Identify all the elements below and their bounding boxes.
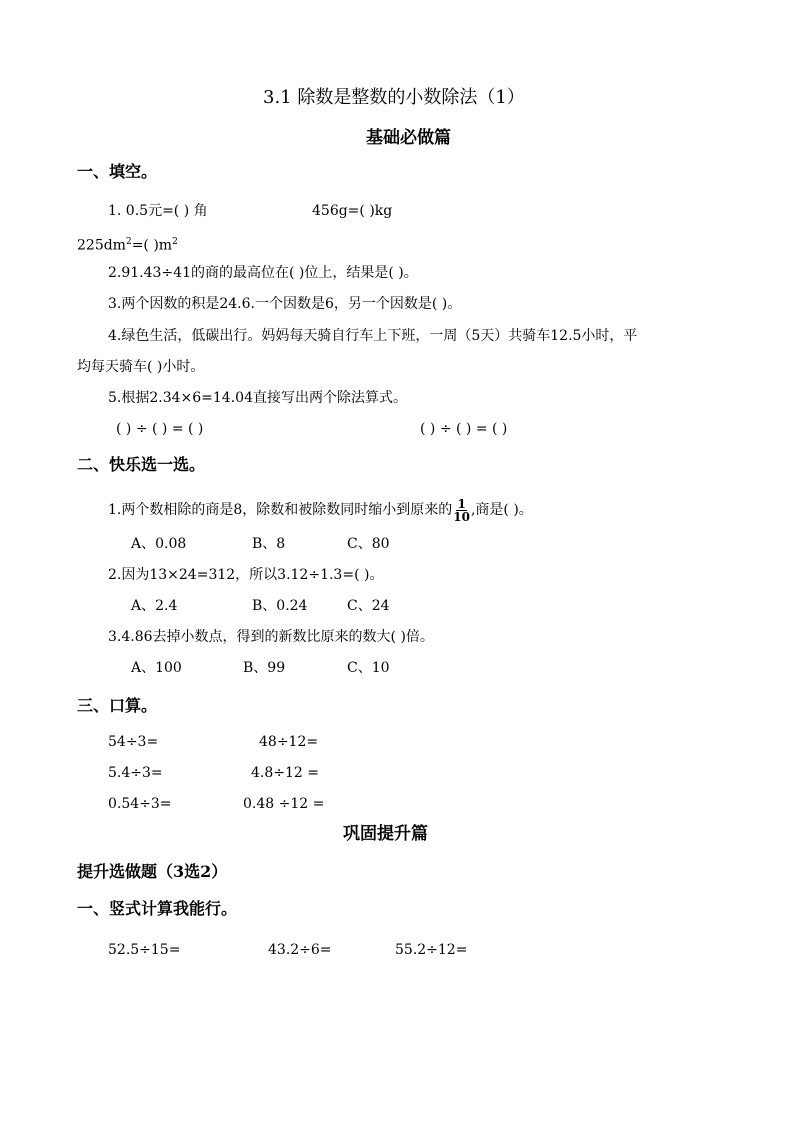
question-1a: 1. 0.5元=( ) 角 xyxy=(108,203,208,219)
choice-question-1-text: 1.两个数相除的商是8，除数和被除数同时缩小到原来的 xyxy=(108,502,453,518)
mental-math-item: 0.48 ÷12 = xyxy=(243,796,325,812)
option: A、0.08 xyxy=(131,536,187,552)
vertical-calc-item: 52.5÷15= xyxy=(108,942,181,958)
mental-math-item: 5.4÷3= xyxy=(108,765,163,781)
part2-heading: 二、快乐选一选。 xyxy=(77,455,206,474)
question-1c xyxy=(77,232,178,256)
part3-heading: 三、口算。 xyxy=(77,696,158,715)
choice-question-3: 3.4.86去掉小数点，得到的新数比原来的数大( )倍。 xyxy=(108,629,434,645)
question-4-line1: 4.绿色生活，低碳出行。妈妈每天骑自行车上下班，一周（5天）共骑车12.5小时，平 xyxy=(108,328,638,344)
fraction xyxy=(453,498,470,523)
question-4-line2: 均每天骑车( )小时。 xyxy=(77,359,205,375)
mental-math-item: 0.54÷3= xyxy=(108,796,172,812)
part1-heading: 一、填空。 xyxy=(77,162,158,181)
mental-math-item: 54÷3= xyxy=(108,734,159,750)
option: C、10 xyxy=(347,660,390,676)
advanced-note: 提升选做题（3选2） xyxy=(77,862,228,881)
option: C、24 xyxy=(347,598,390,614)
question-2: 2.91.43÷41的商的最高位在( )位上，结果是( )。 xyxy=(108,265,418,281)
mental-math-item: 4.8÷12 = xyxy=(251,765,319,781)
option: B、8 xyxy=(252,536,286,552)
vertical-calc-item: 55.2÷12= xyxy=(395,942,468,958)
question-1c-sup1: 2 xyxy=(125,237,132,247)
section-advanced-heading: 巩固提升篇 xyxy=(343,824,428,844)
option: B、0.24 xyxy=(252,598,308,614)
option: B、99 xyxy=(243,660,286,676)
question-1c-sup2: 2 xyxy=(172,237,178,247)
vertical-calc-item: 43.2÷6= xyxy=(268,942,332,958)
question-1c-mid: =( )m xyxy=(131,237,173,254)
question-5: 5.根据2.34×6=14.04直接写出两个除法算式。 xyxy=(108,390,407,406)
option: C、80 xyxy=(347,536,390,552)
choice-question-1 xyxy=(108,497,533,523)
part4-heading: 一、竖式计算我能行。 xyxy=(77,899,238,918)
option: A、2.4 xyxy=(131,598,178,614)
page-title: 3.1 除数是整数的小数除法（1） xyxy=(263,87,525,108)
fraction-denominator: 10 xyxy=(453,509,470,524)
choice-question-1-tail: ,商是( )。 xyxy=(470,502,533,518)
question-1c-pre: 225dm xyxy=(77,237,126,254)
section-basic-heading: 基础必做篇 xyxy=(366,128,451,148)
question-5-blanks-1: ( ) ÷ ( ) = ( ) xyxy=(116,421,204,437)
fraction-numerator: 1 xyxy=(457,496,466,511)
question-1b: 456g=( )kg xyxy=(312,203,393,219)
question-3: 3.两个因数的积是24.6.一个因数是6，另一个因数是( )。 xyxy=(108,296,462,312)
option: A、100 xyxy=(131,660,182,676)
question-5-blanks-2: ( ) ÷ ( ) = ( ) xyxy=(420,421,508,437)
choice-question-2: 2.因为13×24=312，所以3.12÷1.3=( )。 xyxy=(108,567,384,583)
mental-math-item: 48÷12= xyxy=(259,734,319,750)
